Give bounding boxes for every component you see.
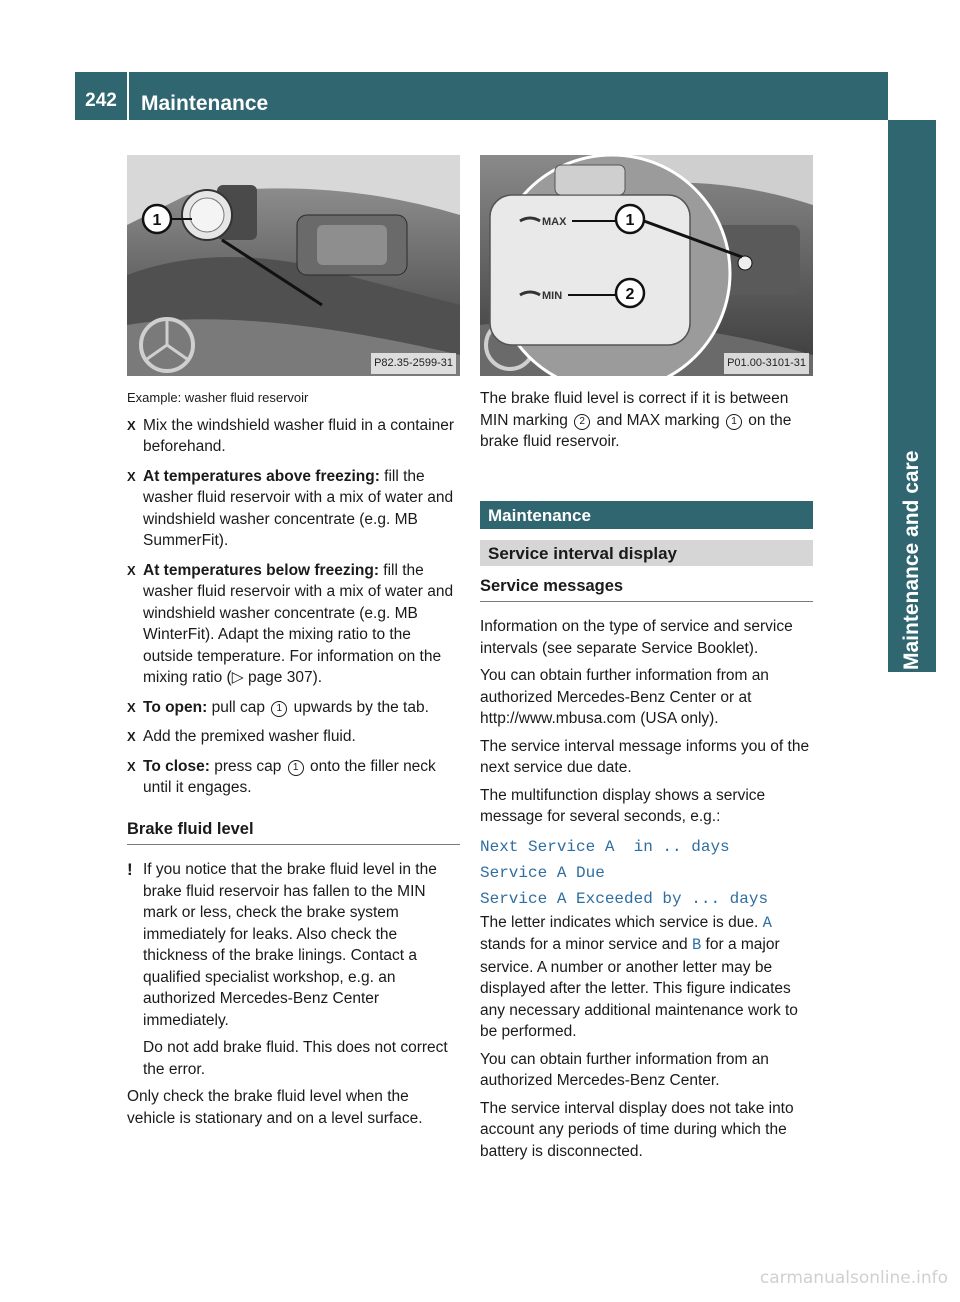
- step-text: Add the premixed washer fluid.: [143, 728, 356, 745]
- marker-1-icon: 1: [726, 414, 742, 430]
- step-to-open: [127, 697, 460, 719]
- min-label: MIN: [542, 290, 563, 302]
- step-arrow-icon: X: [127, 758, 136, 774]
- step-text: onto the filler neck until it engages.: [143, 757, 436, 796]
- step-lead: To open:: [143, 698, 208, 716]
- brake-reservoir-illustration: [480, 155, 813, 376]
- page-title: Maintenance: [141, 92, 269, 115]
- warning-icon: !: [127, 860, 133, 879]
- marker-2-icon: 2: [574, 414, 590, 430]
- brake-reservoir-figure: [480, 155, 813, 376]
- marker-1-icon: 1: [288, 760, 304, 776]
- right-column: [480, 155, 813, 1168]
- heading-service-messages: Service messages: [480, 576, 813, 603]
- header-divider: [127, 72, 129, 120]
- figure-marker-2: 2: [625, 286, 635, 303]
- section-bar-maintenance: Maintenance: [480, 501, 813, 529]
- step-arrow-icon: X: [127, 729, 136, 744]
- text-run: The letter indicates which service is due.: [480, 913, 763, 931]
- paragraph: The service interval message informs you of the next service due date.: [480, 737, 810, 776]
- step-arrow-icon: X: [127, 468, 136, 484]
- step-text: Mix the windshield washer fluid in a container beforehand.: [143, 416, 455, 455]
- step-text: press cap: [209, 757, 286, 775]
- service-code-b: B: [691, 936, 702, 954]
- display-message: Next Service A in .. days: [480, 837, 730, 856]
- step-lead: To close:: [143, 757, 210, 775]
- figure-marker-1: 1: [625, 212, 635, 229]
- step-text: fill the washer fluid reservoir with a mix of water and windshield washer concentrate (e.g. MB WinterFit). Adapt the mixing ratio to the outside temperature. For information on the mixing ratio (▷ page 307).: [143, 561, 454, 686]
- text-run: on the brake fluid reservoir.: [480, 411, 792, 450]
- note-paragraph: If you notice that the brake fluid level in the brake fluid reservoir has fallen to the MIN mark or less, check the brake system immediately for leaks. Also check the thickness of the brake linings. Contact a qualified specialist workshop, e.g. an authorized Mercedes-Benz Center immediately.: [143, 861, 437, 1029]
- subsection-bar-service-interval: Service interval display: [480, 540, 813, 566]
- step-arrow-icon: X: [127, 417, 136, 433]
- marker-1-icon: 1: [271, 701, 287, 717]
- step-arrow-icon: X: [127, 562, 136, 578]
- display-message: Service A Exceeded by ... days: [480, 889, 769, 908]
- paragraph: The multifunction display shows a service message for several seconds, e.g.:: [480, 786, 766, 825]
- figure-code: P82.35-2599-31: [371, 353, 456, 375]
- step-above-freezing: [127, 466, 460, 552]
- paragraph: You can obtain further information from an authorized Mercedes-Benz Center.: [480, 1050, 769, 1089]
- step-lead: At temperatures above freezing:: [143, 467, 380, 485]
- washer-reservoir-figure: [127, 155, 460, 376]
- footer-watermark: carmanualsonline.info: [759, 1268, 948, 1288]
- paragraph: [480, 912, 813, 1043]
- side-tab-label: Maintenance and care: [900, 450, 923, 670]
- step-text: pull cap: [207, 698, 270, 716]
- note-paragraph: Do not add brake fluid. This does not correct the error.: [143, 1039, 448, 1078]
- step-mix-fluid: [127, 415, 460, 458]
- step-text: fill the washer fluid reservoir with a mix of water and windshield washer concentrate (e.g. MB SummerFit).: [143, 467, 454, 549]
- figure-caption: Example: washer fluid reservoir: [127, 390, 309, 405]
- text-run: for a major service. A number or another letter may be displayed after the letter. This figure indicates any necessary additional maintenance work to be performed.: [480, 936, 798, 1040]
- step-below-freezing: [127, 560, 460, 689]
- step-arrow-icon: X: [127, 699, 136, 715]
- brake-level-paragraph: [480, 388, 813, 453]
- page-number: 242: [85, 90, 117, 111]
- left-column: [127, 155, 460, 1135]
- text-run: and MAX marking: [592, 411, 724, 429]
- step-text: upwards by the tab.: [289, 698, 429, 716]
- text-run: The brake fluid level is correct if it is between MIN marking: [480, 390, 789, 429]
- figure-marker-1: 1: [152, 212, 162, 229]
- max-label: MAX: [542, 216, 567, 228]
- warning-note: [127, 859, 460, 1080]
- step-to-close: [127, 756, 460, 799]
- display-message: Service A Due: [480, 863, 605, 882]
- service-code-a: A: [762, 913, 772, 932]
- figure-code: P01.00-3101-31: [724, 353, 809, 375]
- paragraph: You can obtain further information from an authorized Mercedes-Benz Center or at http://www.mbusa.com (USA only).: [480, 667, 769, 727]
- closing-paragraph: Only check the brake fluid level when the vehicle is stationary and on a level surface.: [127, 1088, 423, 1127]
- step-lead: At temperatures below freezing:: [143, 561, 379, 579]
- subheading-brake-fluid: Brake fluid level: [127, 819, 460, 846]
- paragraph: The service interval display does not take into account any periods of time during which the battery is disconnected.: [480, 1099, 794, 1160]
- text-run: stands for a minor service and: [480, 936, 692, 953]
- engine-bay-illustration: [127, 155, 460, 376]
- paragraph: Information on the type of service and service intervals (see separate Service Booklet).: [480, 618, 793, 657]
- step-add-fluid: [127, 726, 460, 748]
